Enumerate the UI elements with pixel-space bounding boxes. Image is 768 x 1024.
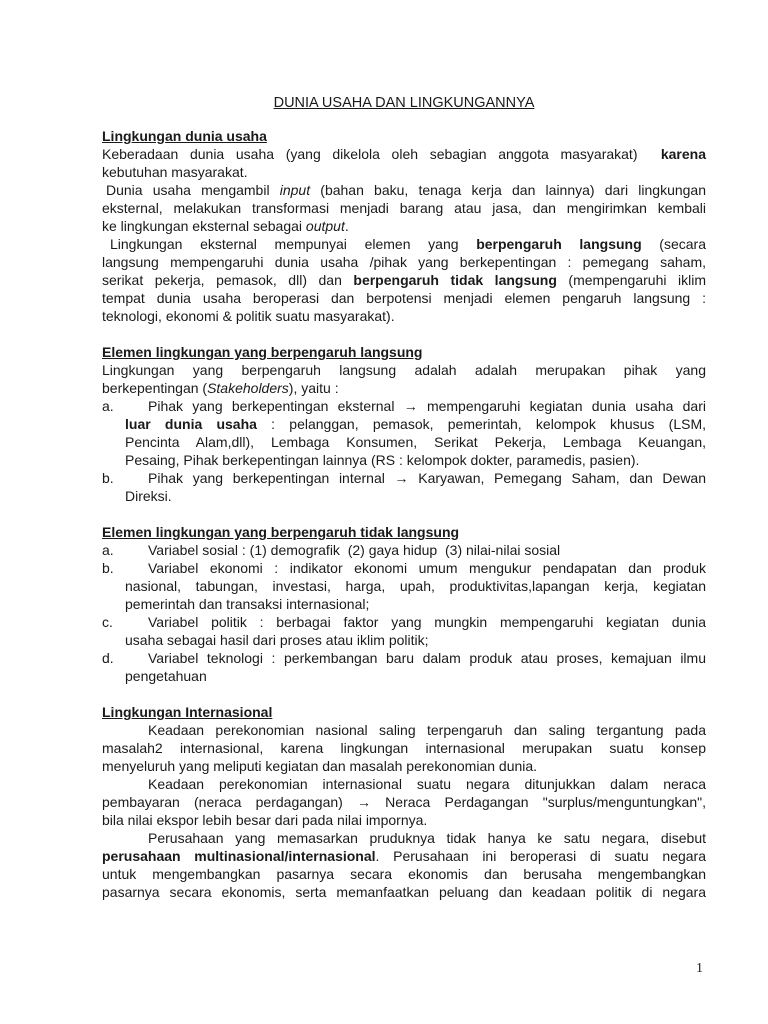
text: pengetahuan: [125, 668, 207, 684]
text: Keadaan perekonomian nasional saling terpengaruh dan saling tergantung pada: [148, 722, 706, 738]
text: Keadaan perekonomian internasional suatu negara ditunjukkan dalam neraca: [148, 776, 706, 792]
list-marker: b.: [102, 560, 114, 576]
section-heading: Elemen lingkungan yang berpengaruh langsung: [102, 344, 423, 360]
text: kebutuhan masyarakat.: [102, 164, 248, 180]
section: [102, 343, 706, 505]
text: pemerintah dan transaksi internasional;: [125, 596, 370, 612]
list-item-line: [102, 613, 706, 631]
bold-text: perusahaan multinasional/internasional: [102, 848, 376, 864]
text-line: [102, 775, 706, 793]
text-line: [102, 451, 706, 469]
text: Lingkungan yang berpengaruh langsung adalah adalah merupakan pihak yang: [102, 362, 706, 378]
list-marker: d.: [102, 650, 114, 666]
text: eksternal, melakukan transformasi menjadi barang atau jasa, dan mengirimkan kembali: [102, 200, 706, 216]
text: bila nilai ekspor lebih besar dari pada nilai impornya.: [102, 812, 428, 828]
text: .: [344, 218, 349, 234]
document-body: [102, 127, 706, 901]
text-line: [102, 163, 706, 181]
text: . Perusahaan ini beroperasi di suatu negara: [375, 848, 706, 864]
text: berkepentingan (: [102, 380, 208, 396]
text-line: [102, 433, 706, 451]
text: : pelanggan, pemasok, pemerintah, kelompok khusus (LSM,: [256, 416, 706, 432]
text-line: [102, 883, 706, 901]
text: Pihak yang berkepentingan eksternal → mempengaruhi kegiatan dunia usaha dari: [148, 398, 706, 414]
section-heading: Lingkungan Internasional: [102, 704, 273, 720]
italic-text: input: [279, 182, 311, 198]
text: menyeluruh yang meliputi kegiatan dan masalah perekonomian dunia.: [102, 758, 538, 774]
text-line: [102, 271, 706, 289]
section-heading: Lingkungan dunia usaha: [102, 128, 267, 144]
italic-text: output: [305, 218, 345, 234]
text-line: [102, 847, 706, 865]
text: Pihak yang berkepentingan internal → Karyawan, Pemegang Saham, dan Dewan: [148, 470, 706, 486]
text: langsung mempengaruhi dunia usaha /pihak yang berkepentingan : pemegang saham,: [102, 254, 706, 270]
bold-text: berpengaruh langsung: [476, 236, 642, 252]
text-line: [102, 235, 706, 253]
section: [102, 523, 706, 685]
text-line: [102, 379, 706, 397]
text-line: [102, 631, 706, 649]
text: Pencinta Alam,dll), Lembaga Konsumen, Serikat Pekerja, Lembaga Keuangan,: [125, 434, 706, 450]
list-marker: b.: [102, 470, 114, 486]
text: teknologi, ekonomi & politik suatu masyarakat).: [102, 308, 395, 324]
text-line: [102, 253, 706, 271]
text: ke lingkungan eksternal sebagai: [102, 218, 306, 234]
italic-text: Stakeholders: [207, 380, 289, 396]
text: masalah2 internasional, karena lingkungan internasional merupakan suatu konsep: [102, 740, 706, 756]
text: Variabel ekonomi : indikator ekonomi umum mengukur pendapatan dan produk: [148, 560, 706, 576]
document-title: DUNIA USAHA DAN LINGKUNGANNYA: [273, 95, 535, 111]
text-line: [102, 577, 706, 595]
text: Keberadaan dunia usaha (yang dikelola oleh sebagian anggota masyarakat): [102, 146, 661, 162]
text-line: [102, 145, 706, 163]
list-marker: c.: [102, 614, 113, 630]
text-line: [102, 415, 706, 433]
text-line: [102, 307, 706, 325]
text-line: [102, 199, 706, 217]
text: nasional, tabungan, investasi, harga, upah, produktivitas,lapangan kerja, kegiatan: [125, 578, 706, 594]
list-item-line: [102, 541, 706, 559]
text: Lingkungan eksternal mempunyai elemen yang: [110, 236, 477, 252]
text-line: [102, 721, 706, 739]
text: (mempengaruhi iklim: [556, 272, 706, 288]
text: Variabel teknologi : perkembangan baru dalam produk atau proses, kemajuan ilmu: [148, 650, 706, 666]
text: (secara: [641, 236, 706, 252]
text: Variabel politik : berbagai faktor yang mungkin mempengaruhi kegiatan dunia: [148, 614, 706, 630]
text: ), yaitu :: [288, 380, 339, 396]
text-line: [102, 487, 706, 505]
section: [102, 703, 706, 901]
text: Pesaing, Pihak berkepentingan lainnya (RS : kelompok dokter, paramedis, pasien).: [125, 452, 640, 468]
text: (bahan baku, tenaga kerja dan lainnya) dari lingkungan: [310, 182, 707, 198]
text: Variabel sosial : (1) demografik (2) gaya hidup (3) nilai-nilai sosial: [148, 542, 561, 558]
text: untuk mengembangkan pasarnya secara ekonomis dan berusaha mengembangkan: [102, 866, 706, 882]
list-item-line: [102, 397, 706, 415]
page-number: 1: [696, 961, 703, 976]
text-line: [102, 739, 706, 757]
list-marker: a.: [102, 398, 114, 414]
text-line: [102, 289, 706, 307]
text: Direksi.: [125, 488, 172, 504]
bold-text: berpengaruh tidak langsung: [353, 272, 557, 288]
text: Dunia usaha mengambil: [106, 182, 280, 198]
text-line: [102, 757, 706, 775]
bold-text: karena: [660, 146, 706, 162]
text-line: [102, 217, 706, 235]
text: pembayaran (neraca perdagangan) → Neraca Perdagangan "surplus/menguntungkan",: [102, 794, 706, 810]
text-line: [102, 667, 706, 685]
text-line: [102, 811, 706, 829]
section-heading: Elemen lingkungan yang berpengaruh tidak langsung: [102, 524, 460, 540]
list-item-line: [102, 649, 706, 667]
list-item-line: [102, 559, 706, 577]
text-line: [102, 595, 706, 613]
text-line: [102, 181, 706, 199]
text: usaha sebagai hasil dari proses atau iklim politik;: [125, 632, 429, 648]
text-line: [102, 865, 706, 883]
text-line: [102, 793, 706, 811]
text: pasarnya secara ekonomis, serta memanfaatkan peluang dan keadaan politik di negara: [102, 884, 706, 900]
list-item-line: [102, 469, 706, 487]
text-line: [102, 361, 706, 379]
list-marker: a.: [102, 542, 114, 558]
text: Perusahaan yang memasarkan pruduknya tidak hanya ke satu negara, disebut: [148, 830, 706, 846]
section: [102, 127, 706, 325]
text: tempat dunia usaha beroperasi dan berpotensi menjadi elemen pengaruh langsung :: [102, 290, 706, 306]
document-page: [102, 94, 706, 919]
bold-text: luar dunia usaha: [125, 416, 257, 432]
text: serikat pekerja, pemasok, dll) dan: [102, 272, 354, 288]
text-line: [102, 829, 706, 847]
